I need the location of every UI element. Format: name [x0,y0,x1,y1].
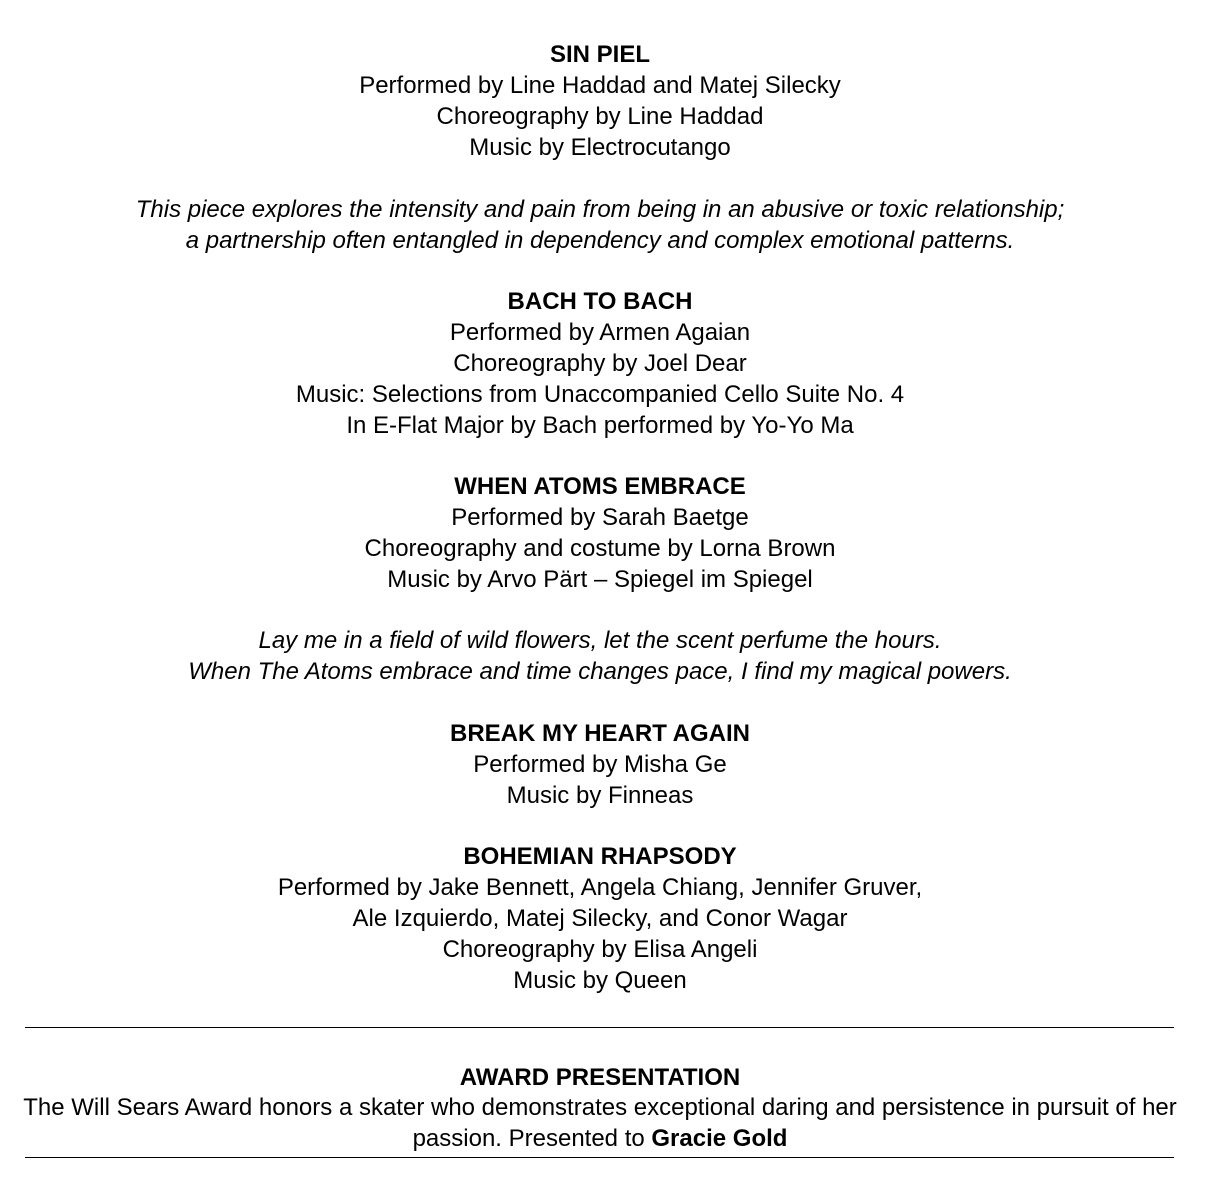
award-description [0,1093,1200,1154]
piece-credit: Music by Electrocutango [469,134,731,161]
piece-credit: Performed by Sarah Baetge [451,504,749,531]
section-divider [25,1157,1174,1158]
award-text: The Will Sears Award honors a skater who demonstrates exceptional daring and persistence in pursuit of her passion. Presented to [23,1094,1177,1152]
piece-title: BACH TO BACH [507,288,693,315]
piece-title: WHEN ATOMS EMBRACE [454,473,746,500]
piece-title: BOHEMIAN RHAPSODY [463,843,737,870]
piece-description: When The Atoms embrace and time changes pace, I find my magical powers. [188,658,1012,685]
piece-credit: Choreography by Line Haddad [436,103,764,130]
award-recipient: Gracie Gold [651,1124,788,1152]
piece-credit: Music by Queen [513,967,687,994]
piece-credit: Performed by Jake Bennett, Angela Chiang, Jennifer Gruver, [277,874,923,901]
piece-credit: Performed by Armen Agaian [449,319,751,346]
award-title: AWARD PRESENTATION [459,1064,741,1091]
piece-credit: Choreography by Joel Dear [453,350,747,377]
piece-title: BREAK MY HEART AGAIN [449,720,750,747]
piece-credit: In E-Flat Major by Bach performed by Yo-Yo Ma [346,412,854,439]
piece-credit: Music by Finneas [506,782,694,809]
piece-description: Lay me in a field of wild flowers, let the scent perfume the hours. [258,627,942,654]
piece-description: a partnership often entangled in dependency and complex emotional patterns. [185,227,1015,254]
piece-title: SIN PIEL [549,41,651,68]
section-divider [25,1027,1174,1028]
piece-credit: Performed by Line Haddad and Matej Silecky [359,72,841,99]
piece-credit: Performed by Misha Ge [473,751,727,778]
piece-description: This piece explores the intensity and pain from being in an abusive or toxic relationship; [135,196,1065,223]
piece-credit: Music: Selections from Unaccompanied Cello Suite No. 4 [295,381,905,408]
piece-credit: Choreography and costume by Lorna Brown [364,535,836,562]
piece-credit: Ale Izquierdo, Matej Silecky, and Conor Wagar [352,905,848,932]
piece-credit: Choreography by Elisa Angeli [442,936,758,963]
piece-credit: Music by Arvo Pärt – Spiegel im Spiegel [387,566,813,593]
